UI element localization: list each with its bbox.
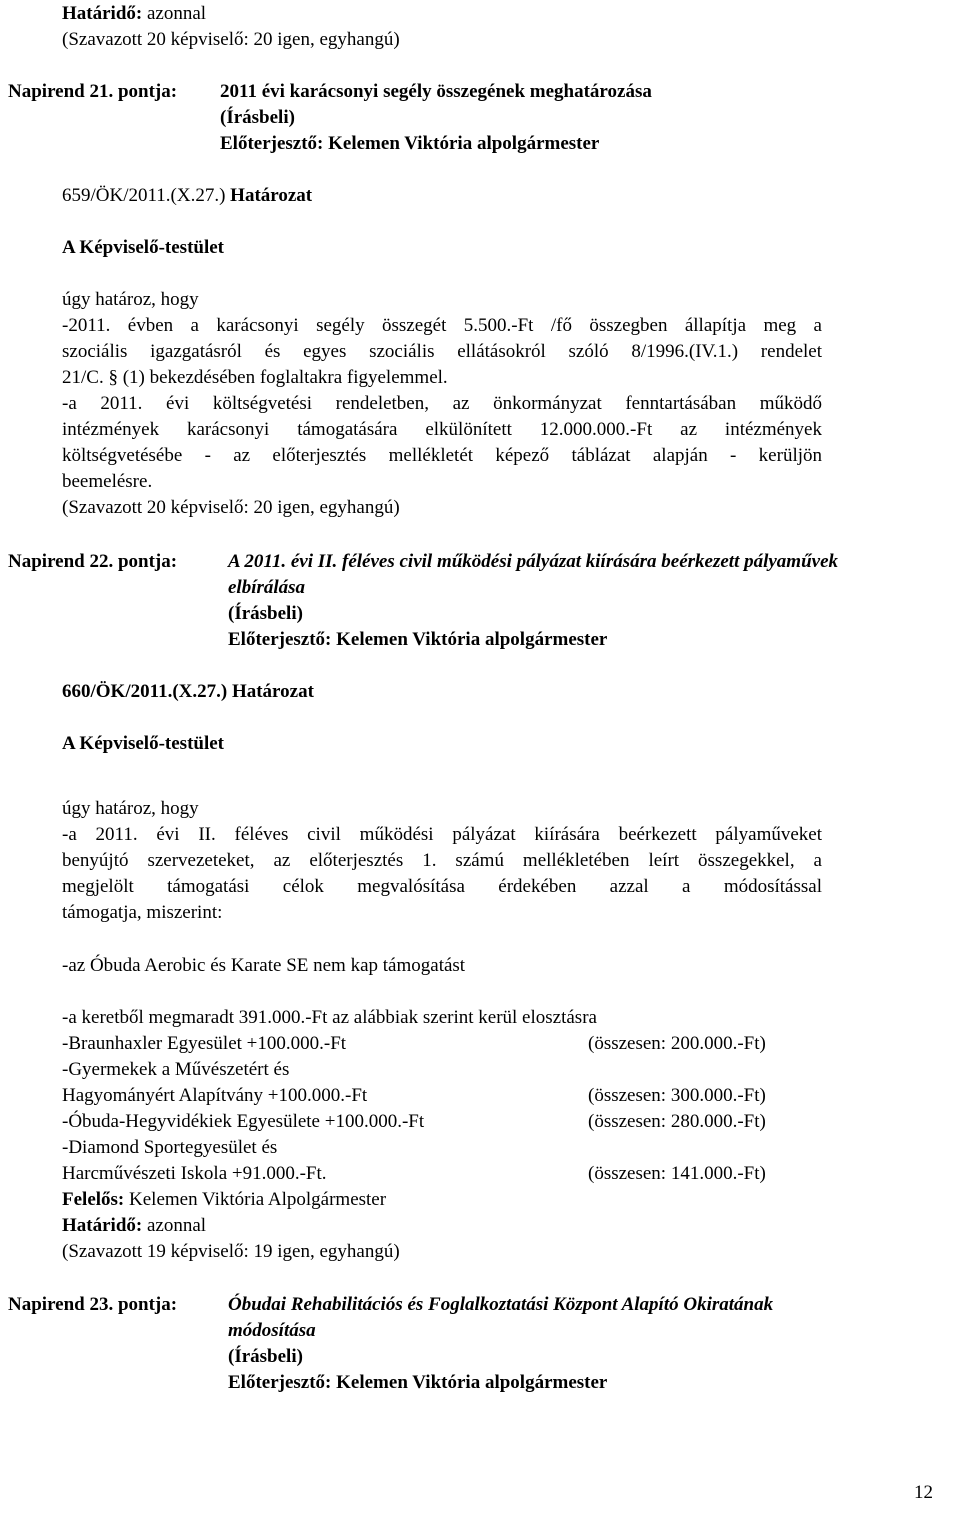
paragraph-line: -2011. évben a karácsonyi segély összegét 5.500.-Ft /fő összegben állapítja meg a bbox=[62, 315, 822, 336]
vote-result: (Szavazott 19 képviselő: 19 igen, egyhangú) bbox=[62, 1241, 400, 1262]
deadline-line bbox=[62, 3, 206, 25]
paragraph-line: -a 2011. évi költségvetési rendeletben, az önkormányzat fenntartásában működő bbox=[62, 393, 822, 414]
resolution-word: Határozat bbox=[225, 185, 313, 206]
agenda-item-title: 2011 évi karácsonyi segély összegének meghatározása bbox=[220, 81, 652, 102]
agenda-item-title: módosítása bbox=[228, 1320, 316, 1341]
agenda-item-presenter: Előterjesztő: Kelemen Viktória alpolgármester bbox=[220, 133, 600, 154]
deadline-line bbox=[62, 1215, 206, 1237]
grant-line: -Braunhaxler Egyesület +100.000.-Ft bbox=[62, 1033, 347, 1054]
agenda-item-title: elbírálása bbox=[228, 577, 306, 598]
decides-text: úgy határoz, hogy bbox=[62, 289, 199, 310]
grant-line: Hagyományért Alapítvány +100.000.-Ft bbox=[62, 1085, 368, 1106]
grant-line: -Óbuda-Hegyvidékiek Egyesülete +100.000.-Ft bbox=[62, 1111, 425, 1132]
paragraph-line: szociális igazgatásról és egyes szociális ellátásokról szóló 8/1996.(IV.1.) rendelet bbox=[62, 341, 822, 362]
agenda-item-form: (Írásbeli) bbox=[228, 603, 303, 624]
agenda-item-title: Óbudai Rehabilitációs és Foglalkoztatási Központ Alapító Okiratának bbox=[228, 1294, 774, 1315]
paragraph-line: beemelésre. bbox=[62, 471, 153, 492]
grant-line: -Diamond Sportegyesület és bbox=[62, 1137, 278, 1158]
paragraph-line: költségvetésébe - az előterjesztés mellékletét képező táblázat alapján - kerüljön bbox=[62, 445, 822, 466]
paragraph-line: megjelölt támogatási célok megvalósítása érdekében azzal a módosítással bbox=[62, 876, 822, 897]
agenda-item-label: Napirend 23. pontja: bbox=[8, 1294, 178, 1315]
paragraph-line: 21/C. § (1) bekezdésében foglaltakra figyelemmel. bbox=[62, 367, 448, 388]
agenda-item-form: (Írásbeli) bbox=[220, 107, 295, 128]
deadline-label: Határidő: bbox=[62, 3, 143, 24]
vote-result: (Szavazott 20 képviselő: 20 igen, egyhangú) bbox=[62, 497, 400, 518]
agenda-item-presenter: Előterjesztő: Kelemen Viktória alpolgármester bbox=[228, 629, 608, 650]
paragraph-line: benyújtó szervezeteket, az előterjesztés 1. számú mellékletében leírt összegekkel, a bbox=[62, 850, 822, 871]
vote-result: (Szavazott 20 képviselő: 20 igen, egyhangú) bbox=[62, 29, 400, 50]
agenda-item-title: A 2011. évi II. féléves civil működési pályázat kiírására beérkezett pályaművek bbox=[228, 551, 839, 572]
grant-total: (összesen: 280.000.-Ft) bbox=[588, 1111, 766, 1132]
resolution-number: 659/ÖK/2011.(X.27.) bbox=[62, 185, 226, 206]
resolution-number: 660/ÖK/2011.(X.27.) Határozat bbox=[62, 681, 314, 702]
resolution-number-line bbox=[62, 185, 312, 207]
agenda-item-presenter: Előterjesztő: Kelemen Viktória alpolgármester bbox=[228, 1372, 608, 1393]
grant-total: (összesen: 300.000.-Ft) bbox=[588, 1085, 766, 1106]
body-title: A Képviselő-testület bbox=[62, 237, 225, 258]
paragraph-line: -a 2011. évi II. féléves civil működési pályázat kiírására beérkezett pályaműveket bbox=[62, 824, 822, 845]
responsible-value: Kelemen Viktória Alpolgármester bbox=[124, 1189, 387, 1210]
remaining-line: -a keretből megmaradt 391.000.-Ft az alábbiak szerint kerül elosztásra bbox=[62, 1007, 597, 1028]
page-number: 12 bbox=[914, 1482, 933, 1503]
agenda-item-label: Napirend 22. pontja: bbox=[8, 551, 178, 572]
paragraph-line: támogatja, miszerint: bbox=[62, 902, 223, 923]
paragraph-line: intézmények karácsonyi támogatására elkülönített 12.000.000.-Ft az intézmények bbox=[62, 419, 822, 440]
responsible-label: Felelős: bbox=[62, 1189, 125, 1210]
grant-line: Harcművészeti Iskola +91.000.-Ft. bbox=[62, 1163, 327, 1184]
deadline-value: azonnal bbox=[142, 1215, 207, 1236]
agenda-item-form: (Írásbeli) bbox=[228, 1346, 303, 1367]
responsible-line bbox=[62, 1189, 386, 1211]
no-support-line: -az Óbuda Aerobic és Karate SE nem kap támogatást bbox=[62, 955, 466, 976]
deadline-value: azonnal bbox=[142, 3, 207, 24]
grant-total: (összesen: 141.000.-Ft) bbox=[588, 1163, 766, 1184]
grant-total: (összesen: 200.000.-Ft) bbox=[588, 1033, 766, 1054]
body-title: A Képviselő-testület bbox=[62, 733, 225, 754]
grant-line: -Gyermekek a Művészetért és bbox=[62, 1059, 290, 1080]
decides-text: úgy határoz, hogy bbox=[62, 798, 199, 819]
agenda-item-label: Napirend 21. pontja: bbox=[8, 81, 178, 102]
deadline-label: Határidő: bbox=[62, 1215, 143, 1236]
